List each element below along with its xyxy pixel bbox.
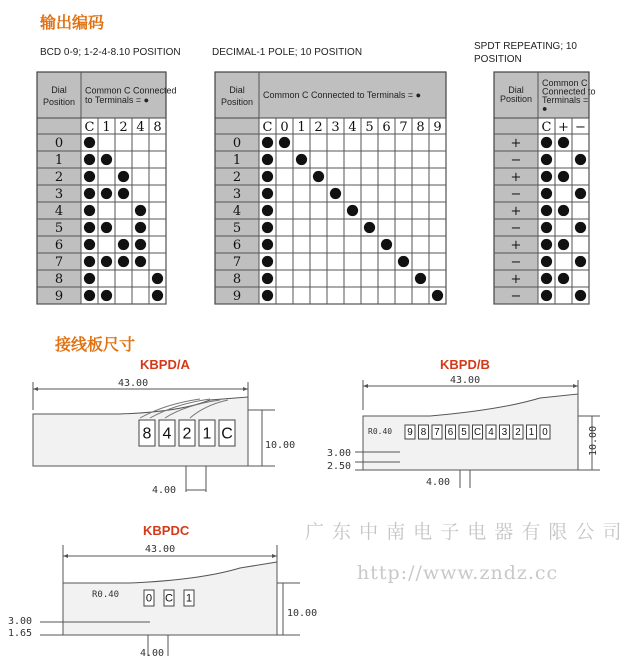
decimal-col-1: 1 [297,120,306,135]
spdt-row-label: − [510,255,522,270]
kbpd_b-terminal-label: 7 [434,427,440,439]
watermark-company: 广 东 中 南 电 子 电 器 有 限 公 司 [305,521,623,543]
decimal-common-label: Common C Connected to Terminals = ● [263,90,422,100]
wiring-board-title: 接线板尺寸 [55,335,136,354]
decimal-col-8: 8 [416,120,425,135]
decimal-col-0: 0 [280,120,289,135]
decimal-col-C: C [262,120,273,135]
kbpd-a-height: 10.00 [265,440,296,451]
bcd-row-label: 2 [54,170,64,185]
decimal-row-label: 1 [232,153,242,168]
spdt-row-label: + [510,238,522,253]
bcd-row-label: 8 [54,272,64,287]
spdt-row-label: + [510,272,522,287]
spdt-common-label: Terminals = [542,95,589,105]
kbpd_a-terminal-label: 4 [162,425,172,443]
kbpdc-terminal-label: C [164,592,174,605]
kbpdc-label: KBPDC [143,523,190,538]
kbpd_b-terminal-label: 9 [407,427,413,439]
kbpd-b-height: 10.00 [588,425,599,456]
bcd-col-4: 4 [136,120,145,135]
decimal-row-label: 9 [232,289,242,304]
kbpd-a-width: 43.00 [118,378,149,389]
decimal-col-7: 7 [399,120,408,135]
spdt-col-+: + [558,120,569,135]
kbpd_b-terminal-label: 2 [515,427,521,439]
watermark-url: http://www.zndz.cc [357,562,559,584]
kbpdc-radius: R0.40 [92,590,120,600]
kbpdc-width: 43.00 [145,544,176,555]
spdt-common-label: ● [542,103,548,114]
kbpd_b-terminal-label: 3 [501,427,508,439]
kbpdc-pitch: 4.00 [140,648,165,659]
bcd-col-C: C [84,120,95,135]
decimal-row-label: 2 [232,170,242,185]
bcd-common-label: to Terminals = ● [85,95,150,105]
kbpd_b-terminal-label: 5 [461,427,467,439]
kbpd-b-dim2: 2.50 [327,461,352,472]
bcd-dial-label: Position [42,97,76,107]
kbpd_b-terminal-label: 6 [447,427,454,439]
spdt-row-label: + [510,204,522,219]
bcd-col-8: 8 [153,120,162,135]
bcd-row-label: 0 [54,136,64,151]
kbpd_b-terminal-label: 4 [488,427,494,439]
kbpd-b-width: 43.00 [450,375,481,386]
decimal-col-6: 6 [382,120,391,135]
kbpdc-terminal-label: 0 [145,592,153,605]
spdt-common-label: Common C [542,78,588,88]
bcd-dial-label: Dial [51,85,67,95]
spdt-caption: SPDT REPEATING; 10 POSITION [474,41,577,65]
kbpd-a-drawing [33,378,295,496]
spdt-col-−: − [575,120,586,135]
decimal-row-label: 4 [232,204,242,219]
bcd-row-label: 4 [54,204,64,219]
decimal-row-label: 0 [232,136,242,151]
spdt-row-label: + [510,170,522,185]
kbpdc-dim2: 1.65 [8,628,33,639]
kbpdc-terminal-label: 1 [185,592,193,605]
kbpd_b-terminal-label: C [473,427,482,439]
decimal-col-5: 5 [365,120,374,135]
kbpd-b-radius: R0.40 [368,427,393,436]
decimal-col-9: 9 [433,120,442,135]
spdt-dial-label: Position [499,94,533,104]
spdt-row-label: + [510,136,522,151]
decimal-row-label: 8 [232,272,242,287]
bcd-col-1: 1 [102,120,111,135]
kbpd-b-label: KBPD/B [440,357,490,372]
decimal-caption: DECIMAL-1 POLE; 10 POSITION [212,47,363,58]
decimal-row-label: 3 [232,187,242,202]
kbpdc-drawing [8,544,317,659]
kbpd_b-terminal-label: 0 [542,427,548,439]
bcd-row-label: 5 [54,221,64,236]
decimal-col-4: 4 [348,120,357,135]
kbpdc-dim1: 3.00 [8,616,33,627]
decimal-row-label: 5 [232,221,242,236]
decimal-col-3: 3 [331,120,340,135]
kbpd-b-drawing [327,375,600,488]
spdt-common-label: Connected to [542,86,596,97]
decimal-col-2: 2 [314,120,323,135]
decimal-dial-label: Dial [229,85,245,95]
kbpd_a-terminal-label: 1 [202,425,212,443]
kbpd_a-terminal-label: C [221,425,233,443]
spdt-row-label: − [510,187,522,202]
bcd-col-2: 2 [119,120,128,135]
spdt-row-label: − [510,221,522,236]
bcd-row-label: 7 [54,255,64,270]
kbpd_b-terminal-label: 1 [528,427,535,439]
decimal-row-label: 7 [232,255,242,270]
spdt-row-label: − [510,289,522,304]
kbpd-b-pitch: 4.00 [426,477,451,488]
bcd-row-label: 6 [54,238,64,253]
spdt-col-C: C [541,120,552,135]
decimal-dial-label: Position [220,97,254,107]
kbpd_b-terminal-label: 8 [420,427,427,439]
bcd-row-label: 3 [54,187,64,202]
bcd-common-label: Common C Connected [85,85,177,96]
kbpdc-height: 10.00 [287,608,318,619]
spdt-row-label: − [510,153,522,168]
output-code-title: 输出编码 [40,13,105,32]
kbpd-a-pitch: 4.00 [152,485,177,496]
decimal-row-label: 6 [232,238,242,253]
bcd-caption: BCD 0-9; 1-2-4-8.10 POSITION [40,47,181,58]
bcd-row-label: 1 [54,153,64,168]
kbpd_a-terminal-label: 8 [142,425,152,443]
kbpd_a-terminal-label: 2 [182,425,192,443]
bcd-row-label: 9 [54,289,64,304]
kbpd-a-label: KBPD/A [140,357,190,372]
spdt-dial-label: Dial [508,85,524,95]
kbpd-b-dim1: 3.00 [327,448,352,459]
